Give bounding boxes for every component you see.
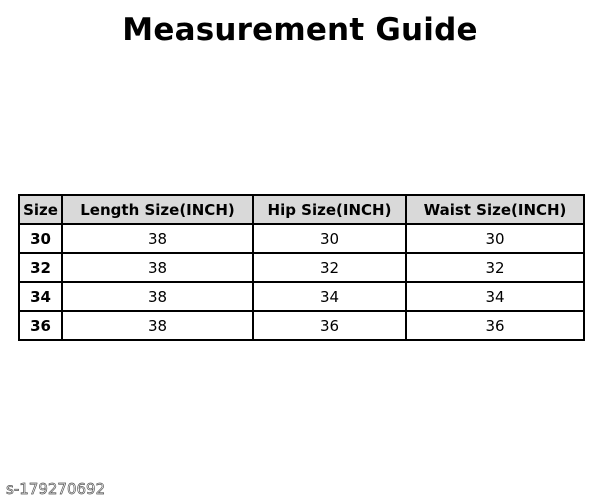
table-header-row xyxy=(19,195,584,224)
watermark-text: s-179270692 xyxy=(6,480,106,498)
size-cell: 32 xyxy=(19,253,62,282)
hip-cell: 34 xyxy=(253,282,406,311)
waist-cell: 36 xyxy=(406,311,584,340)
measurement-table xyxy=(18,194,585,341)
size-cell: 30 xyxy=(19,224,62,253)
header-waist: Waist Size(INCH) xyxy=(406,195,584,224)
hip-cell: 36 xyxy=(253,311,406,340)
header-hip: Hip Size(INCH) xyxy=(253,195,406,224)
hip-cell: 30 xyxy=(253,224,406,253)
header-length: Length Size(INCH) xyxy=(62,195,253,224)
table-row xyxy=(19,224,584,253)
size-cell: 34 xyxy=(19,282,62,311)
table-row xyxy=(19,311,584,340)
length-cell: 38 xyxy=(62,282,253,311)
length-cell: 38 xyxy=(62,311,253,340)
length-cell: 38 xyxy=(62,253,253,282)
waist-cell: 30 xyxy=(406,224,584,253)
waist-cell: 32 xyxy=(406,253,584,282)
length-cell: 38 xyxy=(62,224,253,253)
page-title: Measurement Guide xyxy=(122,12,478,48)
table-row xyxy=(19,282,584,311)
waist-cell: 34 xyxy=(406,282,584,311)
hip-cell: 32 xyxy=(253,253,406,282)
header-size: Size xyxy=(19,195,62,224)
table-row xyxy=(19,253,584,282)
size-cell: 36 xyxy=(19,311,62,340)
